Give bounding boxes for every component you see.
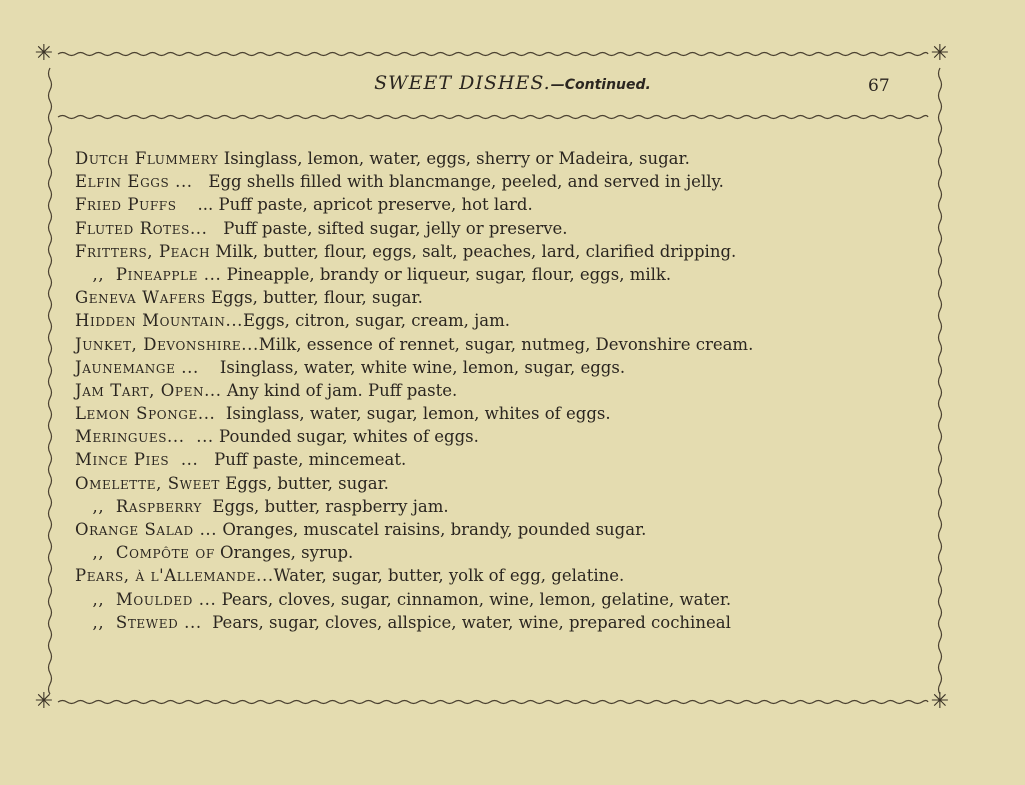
header-wave-rule	[58, 116, 928, 119]
dish-name: Lemon Sponge...	[75, 404, 216, 424]
entry-separator	[202, 613, 213, 632]
dish-name: Jam Tart, Open...	[75, 380, 222, 400]
dish-name: Hidden Mountain...	[75, 311, 244, 331]
ingredient-list: Oranges, syrup.	[220, 543, 354, 563]
dish-name: Mince Pies ...	[75, 450, 199, 470]
entry-separator	[193, 172, 209, 191]
ingredient-list: Puff paste, apricot preserve, hot lard.	[218, 195, 533, 215]
recipe-list	[75, 147, 915, 634]
dish-name: Fritters, Peach	[75, 241, 211, 261]
recipe-entry	[75, 217, 915, 240]
ingredient-list: Puff paste, sifted sugar, jelly or preserve.	[223, 218, 568, 238]
entry-separator	[215, 404, 226, 423]
dish-name: Omelette, Sweet	[75, 473, 220, 493]
bottom-wave-rule	[58, 701, 928, 704]
ingredient-list: Oranges, muscatel raisins, brandy, pounded sugar.	[222, 520, 647, 539]
corner-ornament-bottom-right-icon: ✳	[930, 689, 950, 714]
page-number: 67	[868, 76, 890, 96]
dish-name: ,, Pineapple ...	[75, 264, 222, 284]
ingredient-list: Eggs, butter, flour, sugar.	[210, 288, 423, 308]
entry-separator	[202, 497, 213, 516]
entry-separator	[198, 450, 214, 469]
recipe-entry	[75, 263, 915, 286]
recipe-entry	[75, 147, 915, 170]
recipe-entry	[75, 518, 915, 541]
recipe-entry	[75, 379, 915, 402]
dish-name: Dutch Flummery	[75, 149, 219, 168]
ingredient-list: Puff paste, mincemeat.	[214, 450, 407, 470]
ingredient-list: Eggs, citron, sugar, cream, jam.	[243, 311, 510, 331]
recipe-entry	[75, 333, 915, 356]
ingredient-list: Eggs, butter, sugar.	[225, 473, 389, 493]
recipe-entry	[75, 240, 915, 263]
ingredient-list: Egg shells filled with blancmange, peeled, and served in jelly.	[208, 172, 724, 192]
dish-name: ,, Compôte of	[75, 543, 215, 563]
ingredient-list: Eggs, butter, raspberry jam.	[212, 496, 449, 516]
dish-name: ,, Raspberry	[75, 496, 202, 516]
ingredient-list: Pears, cloves, sugar, cinnamon, wine, lemon, gelatine, water.	[221, 589, 732, 609]
dish-name: Orange Salad ...	[75, 520, 218, 539]
dish-name: ,, Stewed ...	[75, 612, 202, 632]
page-title: SWEET DISHES.	[374, 72, 551, 94]
dish-name: ,, Moulded ...	[75, 589, 217, 609]
dish-name: Jaunemange ...	[75, 357, 199, 377]
page-title-continued: —Continued.	[550, 77, 651, 93]
ingredient-list: Water, sugar, butter, yolk of egg, gelatine.	[273, 566, 625, 586]
recipe-entry	[75, 611, 915, 634]
recipe-entry	[75, 170, 915, 193]
dish-name: Junket, Devonshire...	[75, 334, 259, 354]
right-wave-rule	[939, 68, 942, 694]
top-wave-rule	[58, 53, 928, 56]
recipe-entry	[75, 193, 915, 216]
dish-name: Meringues... ...	[75, 427, 214, 447]
recipe-entry	[75, 402, 915, 425]
dish-name: Elfin Eggs ...	[75, 172, 193, 192]
ingredient-list: Pears, sugar, cloves, allspice, water, wine, prepared cochineal	[212, 612, 731, 632]
dish-name: Fluted Rotes...	[75, 218, 208, 238]
corner-ornament-top-left-icon: ✳	[34, 41, 54, 66]
dish-name: Geneva Wafers	[75, 288, 206, 308]
recipe-entry	[75, 448, 915, 471]
recipe-entry	[75, 472, 915, 495]
corner-ornament-top-right-icon: ✳	[930, 41, 950, 66]
entry-separator	[207, 219, 223, 238]
ingredient-list: Isinglass, water, sugar, lemon, whites of eggs.	[225, 404, 611, 424]
recipe-entry	[75, 286, 915, 309]
dish-name: Pears, à l'Allemande...	[75, 566, 274, 586]
left-wave-rule	[49, 68, 52, 694]
dish-name: Fried Puffs	[75, 195, 177, 215]
ingredient-list: Isinglass, lemon, water, eggs, sherry or Madeira, sugar.	[223, 149, 690, 168]
recipe-entry	[75, 425, 915, 448]
ingredient-list: Milk, essence of rennet, sugar, nutmeg, Devonshire cream.	[258, 334, 754, 354]
ingredient-list: Milk, butter, flour, eggs, salt, peaches, lard, clarified dripping.	[215, 241, 737, 261]
ingredient-list: Any kind of jam. Puff paste.	[226, 380, 458, 400]
recipe-entry	[75, 309, 915, 332]
entry-separator: ...	[176, 195, 219, 215]
recipe-entry	[75, 495, 915, 518]
ingredient-list: Isinglass, water, white wine, lemon, sugar, eggs.	[219, 357, 626, 377]
recipe-entry	[75, 588, 915, 611]
ingredient-list: Pounded sugar, whites of eggs.	[219, 427, 479, 447]
entry-separator	[199, 358, 220, 377]
recipe-entry	[75, 356, 915, 379]
corner-ornament-bottom-left-icon: ✳	[34, 689, 54, 714]
recipe-entry	[75, 541, 915, 564]
recipe-entry	[75, 564, 915, 587]
ingredient-list: Pineapple, brandy or liqueur, sugar, flour, eggs, milk.	[226, 264, 672, 284]
